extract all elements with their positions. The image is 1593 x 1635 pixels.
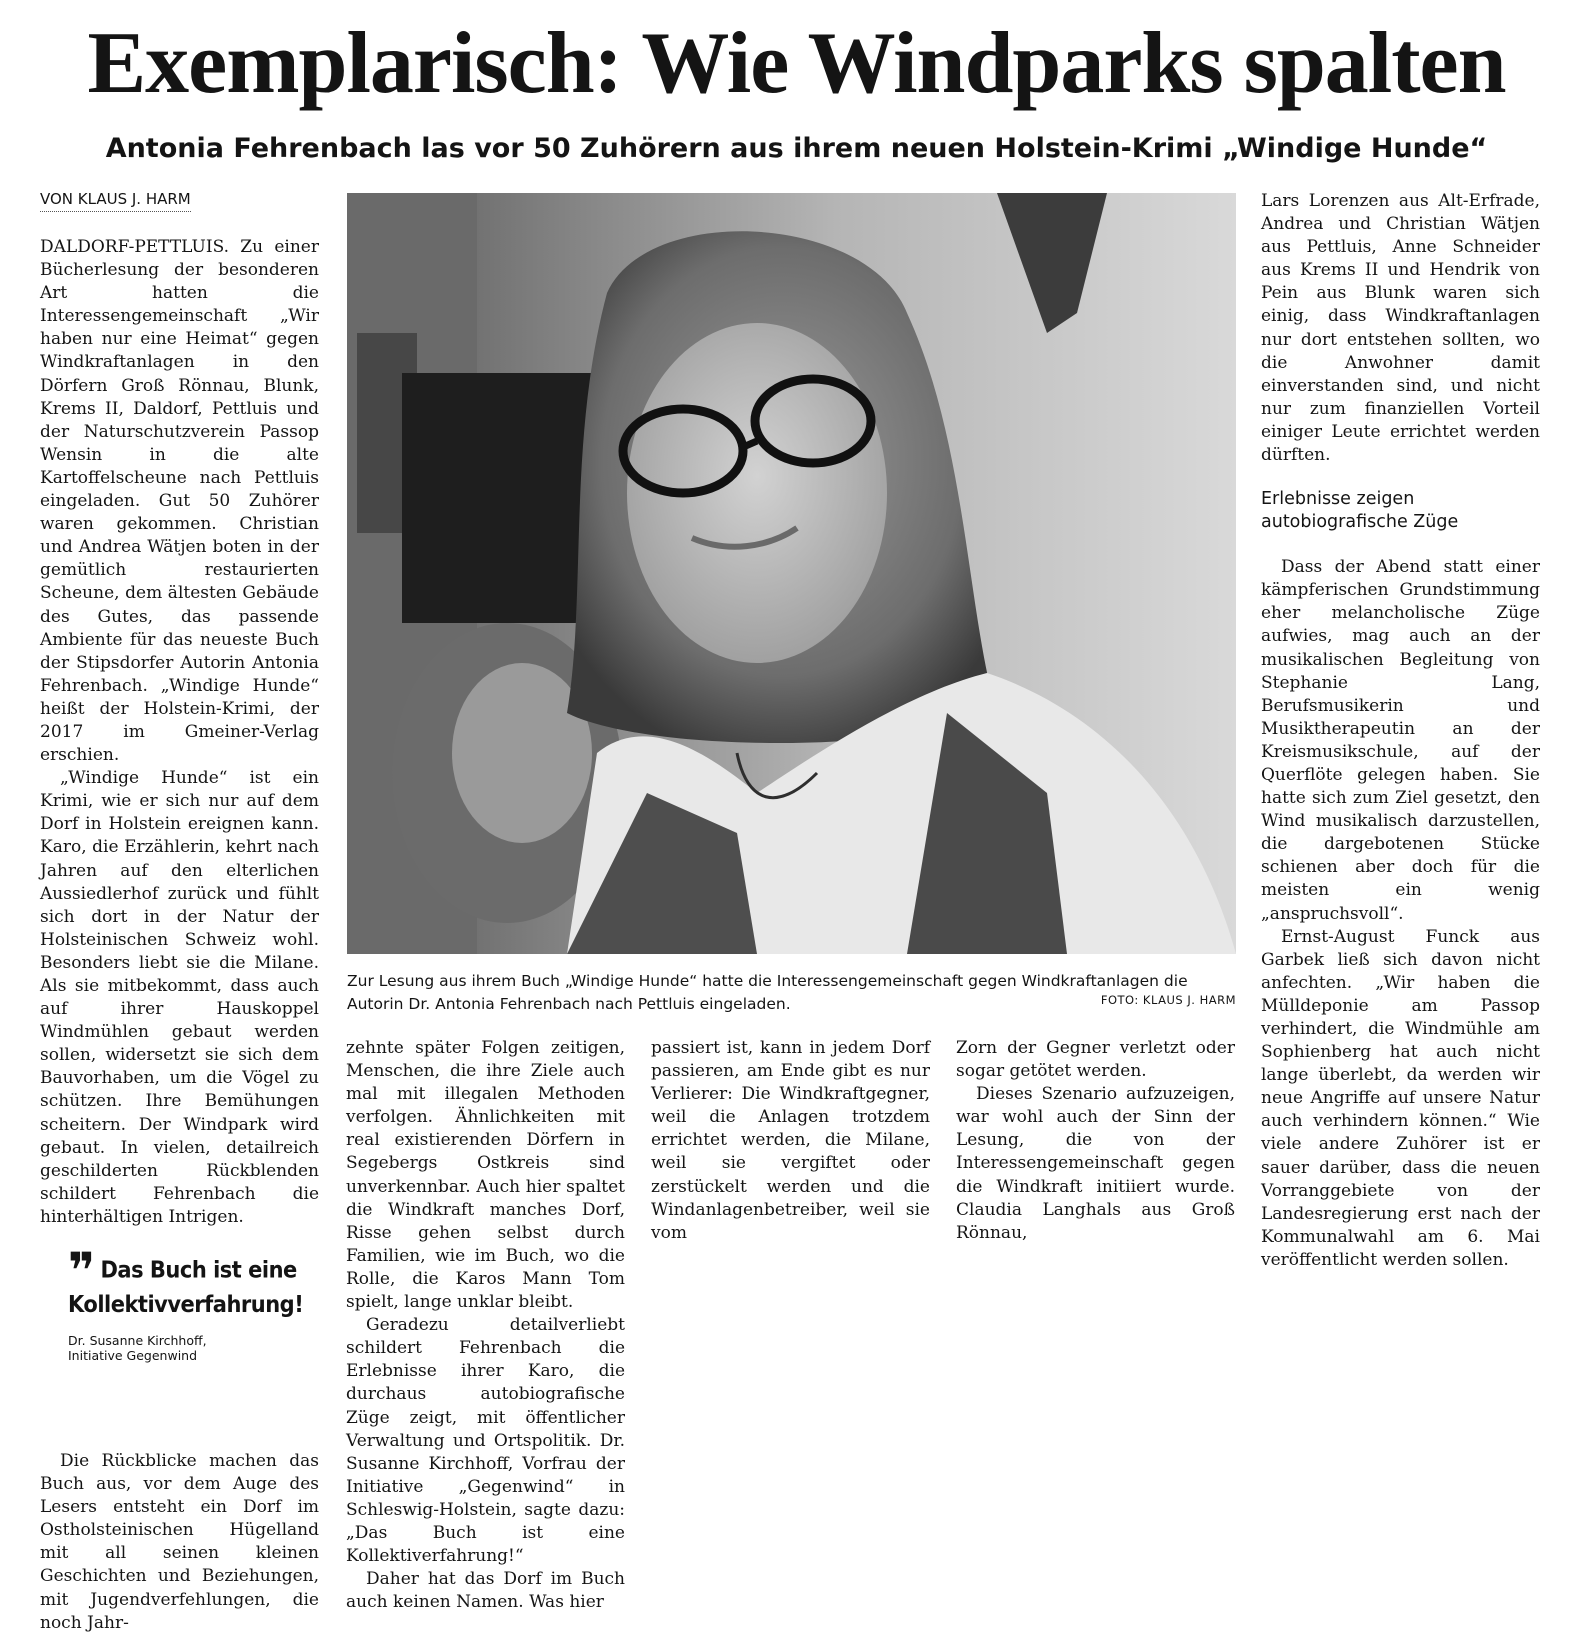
article-paragraph: Lars Lorenzen aus Alt-Erfrade, Andrea und Christian Wätjen aus Pettluis, Anne Schneider aus Krems II und Hendrik von Pein aus Blunk waren sich einig, dass Windkraftanlagen nur dort entstehen sollten, wo die Anwohner damit einverstanden sind, und nicht nur zum finanziellen Vorteil einiger Leute errichtet werden dürften. bbox=[1261, 191, 1540, 466]
article-column-2 bbox=[346, 1037, 625, 1614]
quote-mark-icon: ❞ bbox=[68, 1241, 95, 1300]
article-paragraph: „Windige Hunde“ ist ein Krimi, wie er sich nur auf dem Dorf in Holstein ereignen kann. Karo, die Erzählerin, kehrt nach Jahren auf den elterlichen Aussiedlerhof zurück und fühlt sich dort in der Natur der Holsteinischen Schweiz wohl. Besonders liebt sie die Milane. Als sie mitbekommt, dass auch auf ihrer Hauskoppel Windmühlen gebaut werden sollen, widersetzt sie sich dem Bauvorhaben, um die Vögel zu schützen. Ihre Bemühungen scheitern. Der Windpark wird gebaut. In vielen, detailreich geschilderten Rückblenden schildert Fehrenbach die hinterhältigen Intrigen. bbox=[40, 768, 319, 1227]
article-paragraph: Dass der Abend statt einer kämpferischen Grundstimmung eher melancholische Züge aufwies, mag auch an der musikalischen Begleitung von Stephanie Lang, Berufsmusikerin und Musiktherapeutin an der Kreismusikschule, auf der Querflöte gelegen haben. Sie hatte sich zum Ziel gesetzt, den Wind musikalisch darzustellen, die dargebotenen Stücke schienen aber doch für die meisten ein wenig „anspruchsvoll“. bbox=[1261, 557, 1540, 924]
pull-quote-text: ❞ Das Buch ist eine Kollektivverfahrung! bbox=[68, 1241, 304, 1318]
article-paragraph: Dieses Szenario aufzuzeigen, war wohl auch der Sinn der Lesung, die von der Interessengemeinschaft gegen die Windkraft initiiert wurde. Claudia Langhals aus Groß Rönnau, bbox=[956, 1084, 1235, 1243]
article-paragraph: Zorn der Gegner verletzt oder sogar getötet werden. bbox=[956, 1038, 1235, 1082]
article-column-1 bbox=[40, 236, 319, 1229]
pull-quote-name: Dr. Susanne Kirchhoff, bbox=[68, 1333, 207, 1348]
headline: Exemplarisch: Wie Windparks spalten bbox=[87, 15, 1506, 112]
article-column-3 bbox=[651, 1037, 930, 1245]
pull-quote bbox=[68, 1241, 328, 1363]
article-photo bbox=[347, 193, 1236, 954]
pull-quote-attribution bbox=[68, 1333, 328, 1363]
article-paragraph: Ernst-August Funck aus Garbek ließ sich davon nicht anfechten. „Wir haben die Mülldeponie am Passop verhindert, die Windmühle am Sophienberg hat auch nicht lange überlebt, da werden wir neue Angriffe auf unsere Natur auch verhindern können.“ Wie viele andere Zuhörer ist er sauer darüber, dass die neuen Vorranggebiete von der Landesregierung erst nach der Kommunalwahl am 6. Mai veröffentlicht werden sollen. bbox=[1261, 926, 1540, 1270]
pull-quote-role: Initiative Gegenwind bbox=[68, 1348, 198, 1363]
article-column-4 bbox=[956, 1037, 1235, 1245]
portrait-photo bbox=[347, 193, 1236, 954]
article-paragraph: passiert ist, kann in jedem Dorf passieren, am Ende gibt es nur Verlierer: Die Windkraftgegner, weil die Anlagen trotzdem errichtet werden, die Milane, weil sie vergiftet oder zerstückelt werden und die Windanlagenbetreiber, weil sie vom bbox=[651, 1038, 930, 1243]
article-subheading: Erlebnisse zeigen autobiografische Züge bbox=[1261, 489, 1459, 533]
photo-caption: Zur Lesung aus ihrem Buch „Windige Hunde“ hatte die Interessengemeinschaft gegen Windkraftanlagen die Autorin Dr. Antonia Fehrenbach nach Pettluis eingeladen. bbox=[347, 972, 1188, 1013]
article-column-1-continued bbox=[40, 1450, 319, 1635]
article-paragraph: Geradezu detailverliebt schildert Fehrenbach die Erlebnisse ihrer Karo, die durchaus autobiografische Züge zeigt, mit öffentlicher Verwaltung und Ortspolitik. Dr. Susanne Kirchhoff, Vorfrau der Initiative „Gegenwind“ in Schleswig-Holstein, sagte dazu: „Das Buch ist eine Kollektiverfahrung!“ bbox=[346, 1315, 625, 1567]
photo-credit: FOTO: KLAUS J. HARM bbox=[1100, 993, 1236, 1007]
article-paragraph: zehnte später Folgen zeitigen, Menschen, die ihre Ziele auch mal mit illegalen Methoden verfolgen. Ähnlichkeiten mit real existierenden Dörfern in Segebergs Ostkreis sind unverkennbar. Auch hier spaltet die Windkraft manches Dorf, Risse gehen selbst durch Familien, wie im Buch, wo die Rolle, die Karos Mann Tom spielt, lange unklar bleibt. bbox=[346, 1038, 625, 1313]
article-column-5 bbox=[1261, 190, 1540, 1272]
article-paragraph: Die Rückblicke machen das Buch aus, vor dem Auge des Lesers entsteht ein Dorf im Ostholsteinischen Hügelland mit all seinen kleinen Geschichten und Beziehungen, mit Jugendverfehlungen, die noch Jahr- bbox=[40, 1451, 319, 1633]
article-paragraph: Daher hat das Dorf im Buch auch keinen Namen. Was hier bbox=[346, 1569, 625, 1613]
article-paragraph: DALDORF-PETTLUIS. Zu einer Bücherlesung der besonderen Art hatten die Interessengemeinschaft „Wir haben nur eine Heimat“ gegen Windkraftanlagen in den Dörfern Groß Rönnau, Blunk, Krems II, Daldorf, Pettluis und der Naturschutzverein Passop Wensin in die alte Kartoffelscheune nach Pettluis eingeladen. Gut 50 Zuhörer waren gekommen. Christian und Andrea Wätjen boten in der gemütlich restaurierten Scheune, dem ältesten Gebäude des Gutes, das passende Ambiente für das neueste Buch der Stipsdorfer Autorin Antonia Fehrenbach. „Windige Hunde“ heißt der Holstein-Krimi, der 2017 im Gmeiner-Verlag erschien. bbox=[40, 237, 319, 766]
byline: VON KLAUS J. HARM bbox=[40, 190, 191, 212]
subheadline: Antonia Fehrenbach las vor 50 Zuhörern aus ihrem neuen Holstein-Krimi „Windige Hunde“ bbox=[105, 133, 1488, 164]
